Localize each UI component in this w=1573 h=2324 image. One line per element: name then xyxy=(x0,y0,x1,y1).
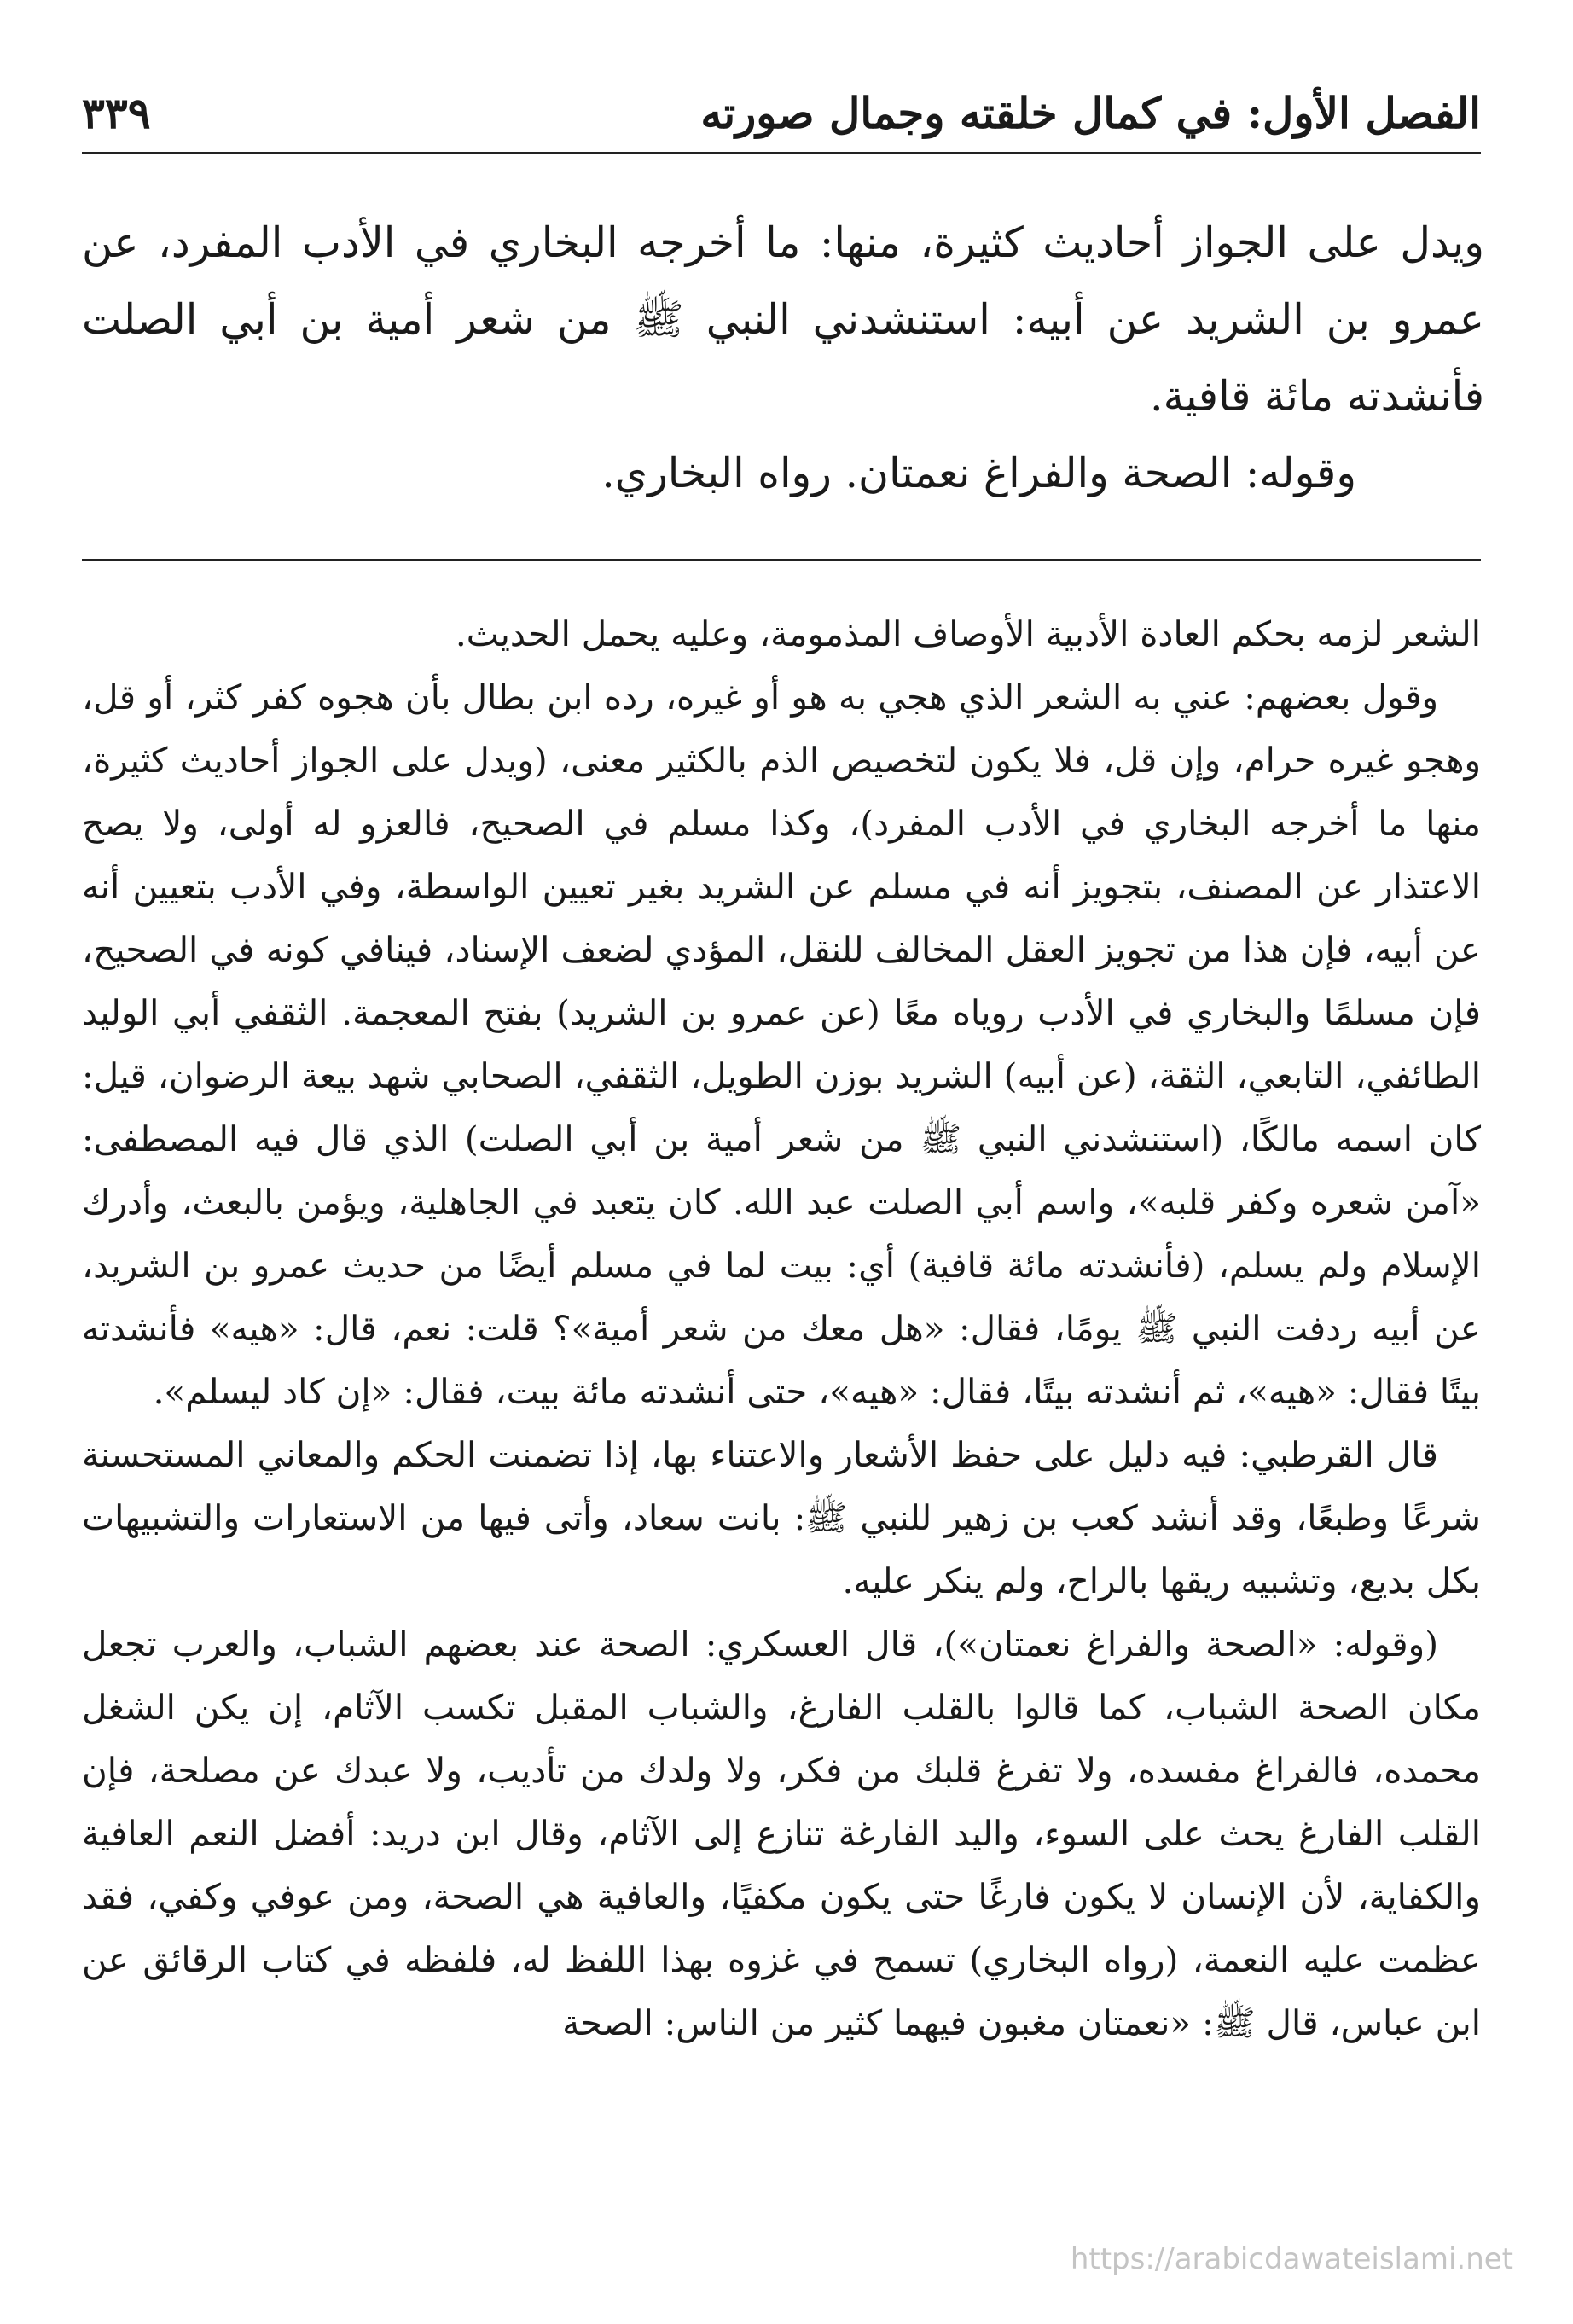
text-separator-rule xyxy=(82,559,1481,561)
commentary-paragraph: وقول بعضهم: عني به الشعر الذي هجي به هو أو غيره، رده ابن بطال بأن هجوه كفر كثر، أو قل، وهجو غيره حرام، وإن قل، فلا يكون لتخصيص الذم بالكثير معنى، (ويدل على الجواز أحاديث كثيرة، منها ما أخرجه البخاري في الأدب المفرد)، وكذا مسلم في الصحيح، فالعزو له أولى، ولا يصح الاعتذار عن المصنف، بتجويز أنه في مسلم عن الشريد بغير تعيين الواسطة، وفي الأدب بتعيين أنه عن أبيه، فإن هذا من تجويز العقل المخالف للنقل، المؤدي لضعف الإسناد، فينافي كونه في الصحيح، فإن مسلمًا والبخاري في الأدب روياه معًا (عن عمرو بن الشريد) بفتح المعجمة. الثقفي أبي الوليد الطائفي، التابعي، الثقة، (عن أبيه) الشريد بوزن الطويل، الثقفي، الصحابي شهد بيعة الرضوان، قيل: كان اسمه مالكًا، (استنشدني النبي ﷺ من شعر أمية بن أبي الصلت) الذي قال فيه المصطفى: «آمن شعره وكفر قلبه»، واسم أبي الصلت عبد الله. كان يتعبد في الجاهلية، ويؤمن بالبعث، وأدرك الإسلام ولم يسلم، (فأنشدته مائة قافية) أي: بيت لما في مسلم أيضًا من حديث عمرو بن الشريد، عن أبيه ردفت النبي ﷺ يومًا، فقال: «هل معك من شعر أمية»؟ قلت: نعم، قال: «هيه» فأنشدته بيتًا فقال: «هيه»، ثم أنشدته بيتًا، فقال: «هيه»، حتى أنشدته مائة بيت، فقال: «إن كاد ليسلم». xyxy=(82,677,1481,1412)
commentary-paragraph: (وقوله: «الصحة والفراغ نعمتان»)، قال العسكري: الصحة عند بعضهم الشباب، والعرب تجعل مكان الصحة الشباب، كما قالوا بالقلب الفارغ، والشباب المقبل تكسب الآثام، إن يكن الشغل محمده، فالفراغ مفسده، ولا تفرغ قلبك من فكر، ولا ولدك من تأديب، ولا عبدك عن مصلحة، فإن القلب الفارغ يحث على السوء، واليد الفارغة تنازع إلى الآثام، وقال ابن دريد: أفضل النعم العافية والكفاية، لأن الإنسان لا يكون فارغًا حتى يكون مكفيًا، والعافية هي الصحة، ومن عوفي وكفي، فقد عظمت عليه النعمة، (رواه البخاري) تسمح في غزوه بهذا اللفظ له، فلفظه في كتاب الرقائق عن ابن عباس، قال ﷺ: «نعمتان مغبون فيهما كثير من الناس: الصحة xyxy=(82,1624,1481,2043)
watermark-url: https://arabicdawateislami.net xyxy=(1070,2242,1513,2276)
commentary-paragraph: الشعر لزمه بحكم العادة الأدبية الأوصاف المذمومة، وعليه يحمل الحديث. xyxy=(455,613,1481,654)
main-paragraph: ويدل على الجواز أحاديث كثيرة، منها: ما أخرجه البخاري في الأدب المفرد، عن عمرو بن الشريد عن أبيه: استنشدني النبي ﷺ من شعر أمية بن أبي الصلت فأنشدته مائة قافية. xyxy=(82,218,1484,421)
page-header xyxy=(82,78,1481,147)
header-rule xyxy=(82,152,1481,154)
main-paragraph: وقوله: الصحة والفراغ نعمتان. رواه البخاري. xyxy=(601,449,1356,497)
commentary xyxy=(82,602,1481,2054)
main-text xyxy=(82,205,1484,512)
chapter-title: الفصل الأول: في كمال خلقته وجمال صورته xyxy=(700,87,1481,138)
commentary-paragraph: قال القرطبي: فيه دليل على حفظ الأشعار والاعتناء بها، إذا تضمنت الحكم والمعاني المستحسنة شرعًا وطبعًا، وقد أنشد كعب بن زهير للنبي ﷺ: بانت سعاد، وأتى فيها من الاستعارات والتشبيهات بكل بديع، وتشبيه ريقها بالراح، ولم ينكر عليه. xyxy=(82,1434,1481,1601)
page-number: ٣٣٩ xyxy=(82,87,151,138)
